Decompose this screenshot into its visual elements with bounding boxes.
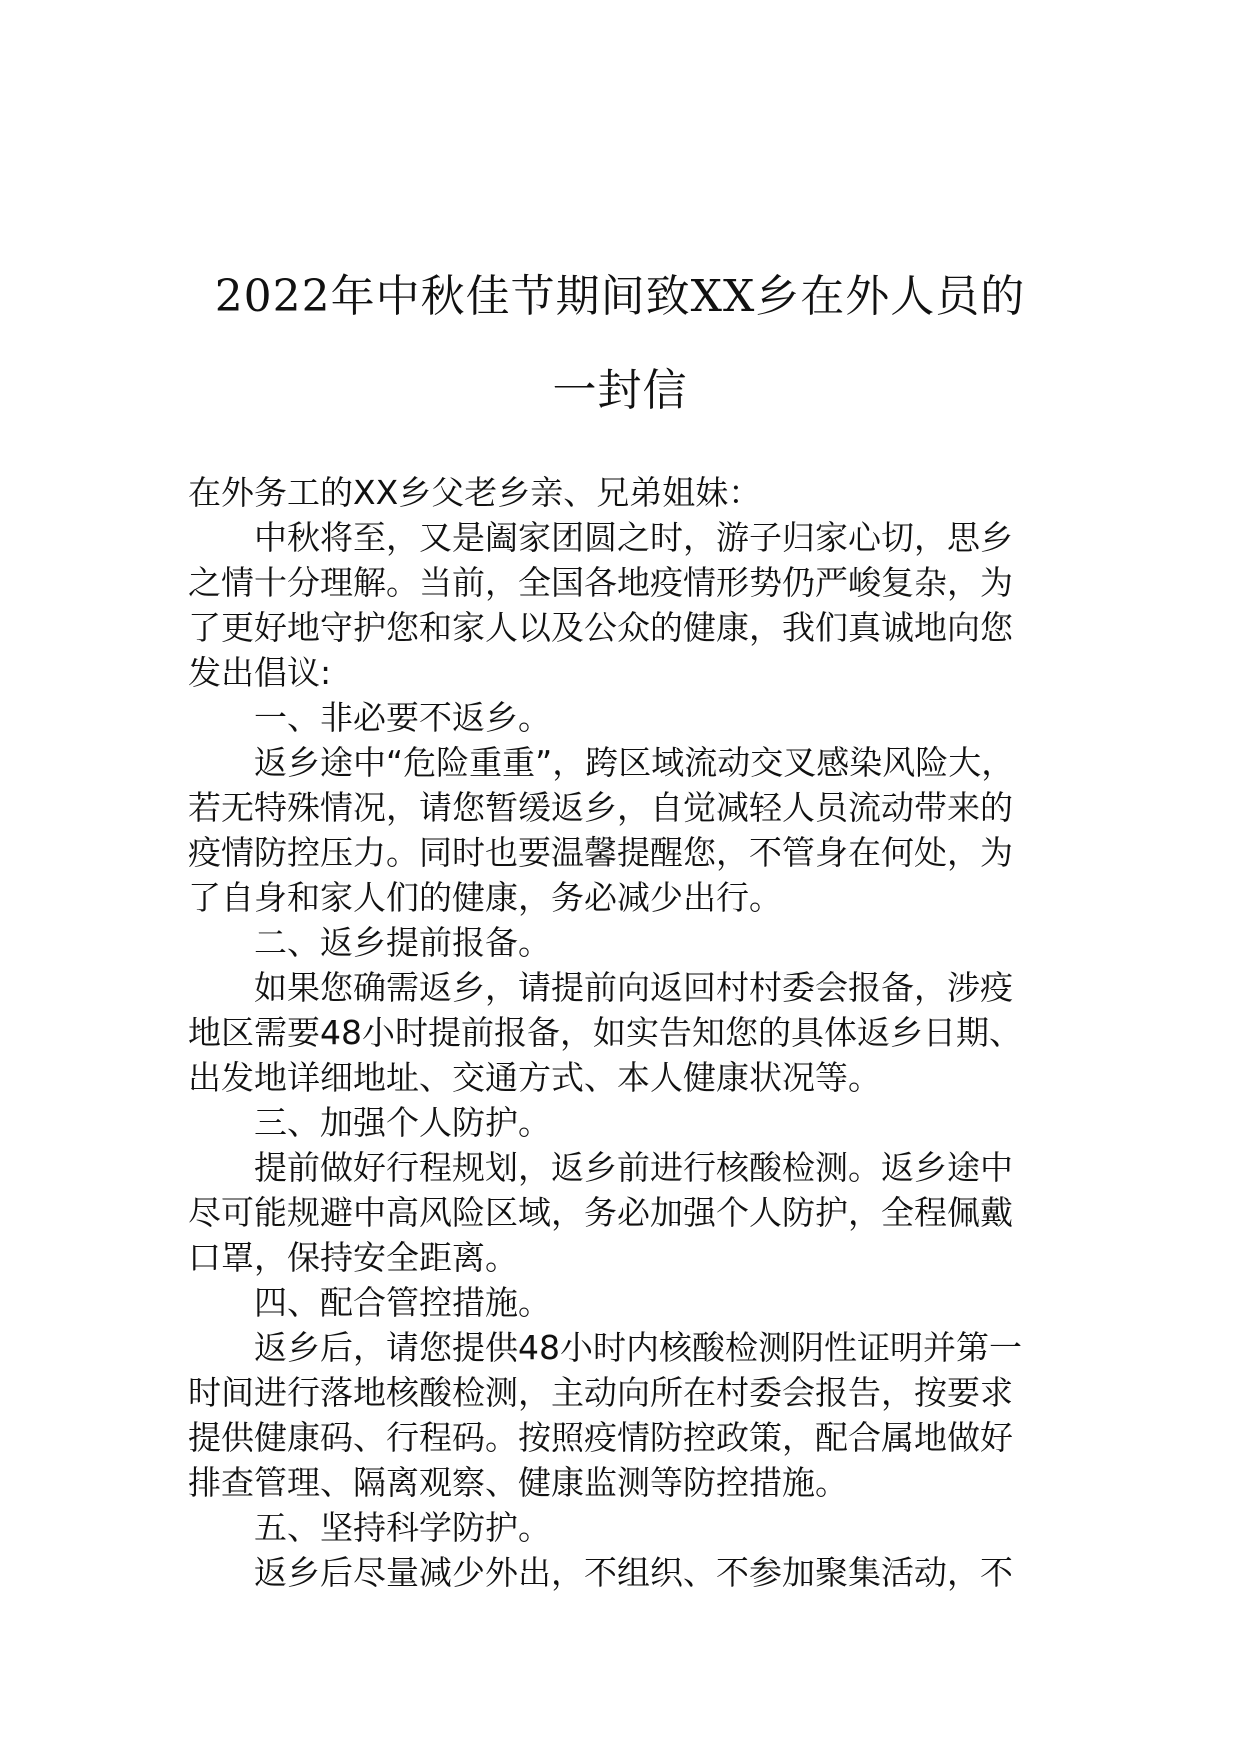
letter-body: [188, 470, 1058, 1595]
paragraph-line: 出发地详细地址、交通方式、本人健康状况等。: [188, 1058, 881, 1097]
paragraph-line: 尽可能规避中高风险区域，务必加强个人防护，全程佩戴: [188, 1193, 1013, 1232]
paragraph-line: 中秋将至，又是阖家团圆之时，游子归家心切，思乡: [254, 518, 1013, 557]
paragraph-line: 排查管理、隔离观察、健康监测等防控措施。: [188, 1463, 848, 1502]
section-heading: 二、返乡提前报备。: [254, 923, 551, 962]
section-heading: 五、坚持科学防护。: [254, 1508, 551, 1547]
paragraph-line: 提供健康码、行程码。按照疫情防控政策，配合属地做好: [188, 1418, 1013, 1457]
paragraph-line: 返乡后尽量减少外出，不组织、不参加聚集活动，不: [254, 1553, 1013, 1592]
paragraph-line: 若无特殊情况，请您暂缓返乡，自觉减轻人员流动带来的: [188, 788, 1013, 827]
paragraph-line: 疫情防控压力。同时也要温馨提醒您，不管身在何处，为: [188, 833, 1013, 872]
paragraph-line: 提前做好行程规划，返乡前进行核酸检测。返乡途中: [254, 1148, 1013, 1187]
paragraph-line: 返乡途中“危险重重”，跨区域流动交叉感染风险大，: [254, 743, 1015, 782]
paragraph-line: 了自身和家人们的健康，务必减少出行。: [188, 878, 782, 917]
paragraph-line: 口罩，保持安全距离。: [188, 1238, 518, 1277]
paragraph-line: 之情十分理解。当前，全国各地疫情形势仍严峻复杂，为: [188, 563, 1013, 602]
document-title: [150, 250, 1090, 438]
section-heading: 四、配合管控措施。: [254, 1283, 551, 1322]
title-line-2: 一封信: [552, 365, 688, 416]
paragraph-line: 时间进行落地核酸检测，主动向所在村委会报告，按要求: [188, 1373, 1013, 1412]
section-heading: 三、加强个人防护。: [254, 1103, 551, 1142]
title-line-1: 2022年中秋佳节期间致XX乡在外人员的: [214, 271, 1026, 322]
greeting: 在外务工的XX乡父老乡亲、兄弟姐妹：: [188, 473, 762, 512]
paragraph-line: 了更好地守护您和家人以及公众的健康，我们真诚地向您: [188, 608, 1013, 647]
paragraph-line: 地区需要48小时提前报备，如实告知您的具体返乡日期、: [188, 1013, 1022, 1052]
paragraph-line: 返乡后，请您提供48小时内核酸检测阴性证明并第一: [254, 1328, 1022, 1367]
paragraph-line: 发出倡议:: [188, 653, 332, 692]
section-heading: 一、非必要不返乡。: [254, 698, 551, 737]
paragraph-line: 如果您确需返乡，请提前向返回村村委会报备，涉疫: [254, 968, 1013, 1007]
